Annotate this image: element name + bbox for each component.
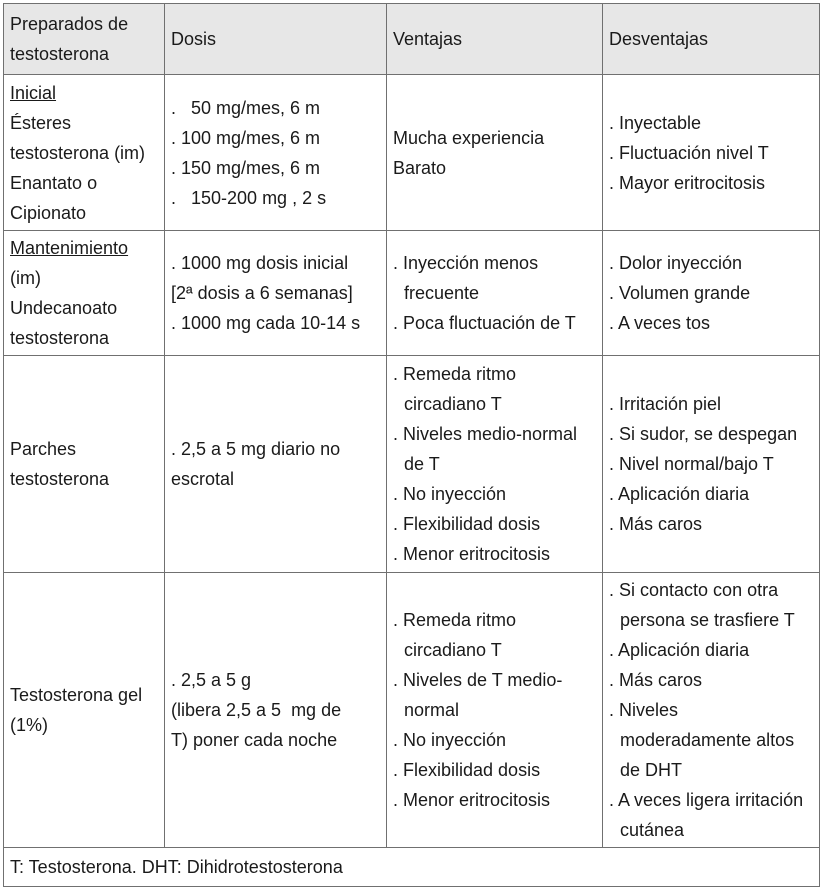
cell-ventajas: . Remeda ritmo circadiano T . Niveles medio-normal de T . No inyección . Flexibilidad dosis . Menor eritrocitosis — [387, 356, 603, 573]
testosterone-preparations-table — [3, 3, 820, 887]
table-row — [4, 573, 820, 848]
table-row — [4, 75, 820, 231]
cell-desventajas: . Si contacto con otra persona se trasfiere T . Aplicación diaria . Más caros . Niveles moderadamente altos de DHT . A veces ligera irritación cutánea — [603, 573, 820, 848]
cell-desventajas: . Irritación piel . Si sudor, se despegan . Nivel normal/bajo T . Aplicación diaria . Más caros — [603, 356, 820, 573]
header-preparados: Preparados de testosterona — [4, 4, 165, 75]
table-row — [4, 231, 820, 356]
cell-dosis: . 2,5 a 5 g (libera 2,5 a 5 mg de T) poner cada noche — [165, 573, 387, 848]
header-dosis: Dosis — [165, 4, 387, 75]
cell-ventajas: . Remeda ritmo circadiano T . Niveles de T medio-normal . No inyección . Flexibilidad dosis . Menor eritrocitosis — [387, 573, 603, 848]
cell-dosis: . 50 mg/mes, 6 m . 100 mg/mes, 6 m . 150 mg/mes, 6 m . 150-200 mg , 2 s — [165, 75, 387, 231]
cell-preparado: Mantenimiento (im) Undecanoato testosterona — [4, 231, 165, 356]
footer-row — [4, 848, 820, 887]
cell-desventajas: . Dolor inyección . Volumen grande . A veces tos — [603, 231, 820, 356]
cell-ventajas: Mucha experiencia Barato — [387, 75, 603, 231]
header-ventajas: Ventajas — [387, 4, 603, 75]
header-row — [4, 4, 820, 75]
cell-preparado: Testosterona gel (1%) — [4, 573, 165, 848]
cell-ventajas: . Inyección menos frecuente . Poca fluctuación de T — [387, 231, 603, 356]
table-footnote: T: Testosterona. DHT: Dihidrotestosterona — [4, 848, 820, 887]
table-row — [4, 356, 820, 573]
cell-preparado: Inicial Ésteres testosterona (im) Enantato o Cipionato — [4, 75, 165, 231]
header-desventajas: Desventajas — [603, 4, 820, 75]
cell-desventajas: . Inyectable . Fluctuación nivel T . Mayor eritrocitosis — [603, 75, 820, 231]
cell-dosis: . 1000 mg dosis inicial [2ª dosis a 6 semanas] . 1000 mg cada 10-14 s — [165, 231, 387, 356]
cell-preparado: Parches testosterona — [4, 356, 165, 573]
cell-dosis: . 2,5 a 5 mg diario no escrotal — [165, 356, 387, 573]
